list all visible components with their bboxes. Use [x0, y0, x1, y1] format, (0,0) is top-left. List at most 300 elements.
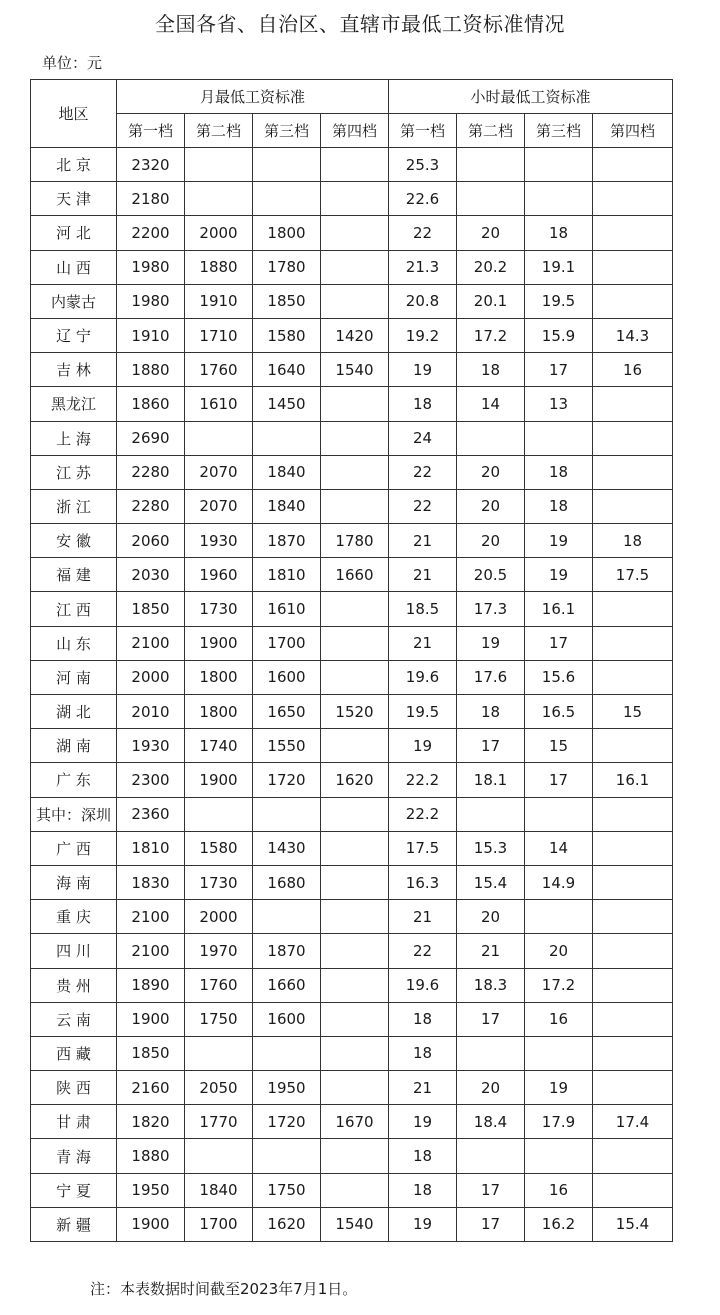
hourly-tier-1-cell: 22.2	[389, 797, 457, 831]
monthly-tier-4-cell	[321, 865, 389, 899]
hourly-tier-1-cell: 18.5	[389, 592, 457, 626]
table-body	[31, 148, 673, 1242]
monthly-tier-3-cell: 1600	[253, 660, 321, 694]
monthly-tier-3-cell: 1430	[253, 831, 321, 865]
hourly-tier-2-cell	[457, 421, 525, 455]
hourly-tier-1-cell: 21	[389, 1071, 457, 1105]
hourly-tier-2-cell: 17.3	[457, 592, 525, 626]
hourly-tier-3-cell: 19.1	[525, 250, 593, 284]
hourly-tier-3-cell: 15	[525, 729, 593, 763]
hourly-tier-1-cell: 18	[389, 1139, 457, 1173]
monthly-tier-4-cell: 1540	[321, 353, 389, 387]
monthly-tier-2-cell: 2000	[185, 900, 253, 934]
monthly-tier-2-cell: 1760	[185, 353, 253, 387]
monthly-tier-4-cell: 1620	[321, 763, 389, 797]
monthly-tier-1-cell: 2160	[117, 1071, 185, 1105]
hourly-tier-4-cell	[593, 865, 673, 899]
hourly-tier-4-cell: 15.4	[593, 1207, 673, 1241]
region-cell: 河 南	[31, 660, 117, 694]
monthly-tier-4-cell	[321, 421, 389, 455]
monthly-tier-3-cell: 1620	[253, 1207, 321, 1241]
region-cell: 湖 北	[31, 695, 117, 729]
table-row	[31, 284, 673, 318]
hourly-tier-4-cell	[593, 455, 673, 489]
hourly-tier-4-cell	[593, 1173, 673, 1207]
monthly-tier-4-cell	[321, 900, 389, 934]
monthly-header: 月最低工资标准	[117, 80, 389, 114]
monthly-tier-4-cell	[321, 489, 389, 523]
hourly-tier-4-cell	[593, 1139, 673, 1173]
monthly-tier-2-cell: 1930	[185, 524, 253, 558]
monthly-tier-4-cell	[321, 1173, 389, 1207]
monthly-tier-1-cell: 2030	[117, 558, 185, 592]
hourly-tier-1-cell: 21	[389, 558, 457, 592]
monthly-tier-1-cell: 1850	[117, 592, 185, 626]
hourly-tier-1-cell: 20.8	[389, 284, 457, 318]
hourly-tier-2-cell	[457, 1036, 525, 1070]
monthly-tier-2-cell	[185, 182, 253, 216]
monthly-tier-4-cell: 1780	[321, 524, 389, 558]
hourly-tier-1-cell: 19	[389, 729, 457, 763]
region-cell: 上 海	[31, 421, 117, 455]
table-row	[31, 1105, 673, 1139]
table-row	[31, 250, 673, 284]
hourly-tier-4-cell	[593, 831, 673, 865]
region-cell: 广 东	[31, 763, 117, 797]
page-title: 全国各省、自治区、直辖市最低工资标准情况	[155, 12, 565, 36]
monthly-tier-3-cell	[253, 1036, 321, 1070]
monthly-tier-4-cell	[321, 831, 389, 865]
table-row	[31, 660, 673, 694]
table-row	[31, 353, 673, 387]
table-row	[31, 387, 673, 421]
hourly-tier-4-cell: 14.3	[593, 318, 673, 352]
monthly-tier-1-header: 第一档	[117, 114, 185, 148]
region-cell: 重 庆	[31, 900, 117, 934]
hourly-tier-3-cell	[525, 1036, 593, 1070]
hourly-tier-3-cell: 14.9	[525, 865, 593, 899]
hourly-tier-2-cell: 18	[457, 695, 525, 729]
region-cell: 新 疆	[31, 1207, 117, 1241]
monthly-tier-2-cell: 1900	[185, 626, 253, 660]
monthly-tier-4-cell: 1660	[321, 558, 389, 592]
hourly-tier-3-cell	[525, 148, 593, 182]
monthly-tier-1-cell: 2100	[117, 934, 185, 968]
hourly-tier-3-cell: 14	[525, 831, 593, 865]
hourly-tier-4-header: 第四档	[593, 114, 673, 148]
monthly-tier-1-cell: 2280	[117, 455, 185, 489]
region-cell: 海 南	[31, 865, 117, 899]
region-cell: 四 川	[31, 934, 117, 968]
monthly-tier-3-cell: 1840	[253, 455, 321, 489]
monthly-tier-4-cell	[321, 455, 389, 489]
monthly-tier-3-cell: 1550	[253, 729, 321, 763]
monthly-tier-2-cell: 1610	[185, 387, 253, 421]
hourly-tier-1-cell: 22.6	[389, 182, 457, 216]
table-row	[31, 695, 673, 729]
monthly-tier-3-cell	[253, 148, 321, 182]
monthly-tier-1-cell: 1860	[117, 387, 185, 421]
monthly-tier-4-cell	[321, 284, 389, 318]
region-cell: 湖 南	[31, 729, 117, 763]
hourly-header: 小时最低工资标准	[389, 80, 673, 114]
hourly-tier-3-cell: 16.5	[525, 695, 593, 729]
region-cell: 河 北	[31, 216, 117, 250]
monthly-tier-4-cell	[321, 626, 389, 660]
monthly-tier-1-cell: 1980	[117, 284, 185, 318]
hourly-tier-1-cell: 19.5	[389, 695, 457, 729]
region-cell: 安 徽	[31, 524, 117, 558]
monthly-tier-1-cell: 1880	[117, 353, 185, 387]
table-row	[31, 1207, 673, 1241]
monthly-tier-4-cell	[321, 250, 389, 284]
hourly-tier-3-cell: 19	[525, 558, 593, 592]
table-row	[31, 148, 673, 182]
hourly-tier-2-cell: 17	[457, 1207, 525, 1241]
monthly-tier-2-cell	[185, 797, 253, 831]
monthly-tier-4-cell	[321, 797, 389, 831]
monthly-tier-2-cell: 1700	[185, 1207, 253, 1241]
region-header: 地区	[31, 80, 117, 148]
hourly-tier-3-cell	[525, 182, 593, 216]
hourly-tier-2-cell: 21	[457, 934, 525, 968]
monthly-tier-3-cell: 1750	[253, 1173, 321, 1207]
monthly-tier-3-cell: 1610	[253, 592, 321, 626]
hourly-tier-3-cell: 19	[525, 524, 593, 558]
hourly-tier-4-cell	[593, 421, 673, 455]
header-row-tiers	[31, 114, 673, 148]
hourly-tier-1-cell: 22	[389, 455, 457, 489]
hourly-tier-3-cell	[525, 900, 593, 934]
monthly-tier-3-cell: 1650	[253, 695, 321, 729]
monthly-tier-1-cell: 2320	[117, 148, 185, 182]
hourly-tier-2-cell: 20	[457, 455, 525, 489]
hourly-tier-3-cell: 16.2	[525, 1207, 593, 1241]
hourly-tier-3-cell: 16.1	[525, 592, 593, 626]
hourly-tier-3-cell: 17.2	[525, 968, 593, 1002]
hourly-tier-3-cell: 19.5	[525, 284, 593, 318]
region-cell: 甘 肃	[31, 1105, 117, 1139]
region-cell: 云 南	[31, 1002, 117, 1036]
hourly-tier-3-cell: 15.6	[525, 660, 593, 694]
monthly-tier-1-cell: 2100	[117, 626, 185, 660]
monthly-tier-1-cell: 2200	[117, 216, 185, 250]
monthly-tier-4-cell	[321, 592, 389, 626]
hourly-tier-3-cell	[525, 1139, 593, 1173]
region-cell: 辽 宁	[31, 318, 117, 352]
hourly-tier-2-cell: 17.6	[457, 660, 525, 694]
hourly-tier-4-cell	[593, 284, 673, 318]
header-row-groups	[31, 80, 673, 114]
hourly-tier-3-cell: 18	[525, 489, 593, 523]
hourly-tier-3-cell: 17	[525, 626, 593, 660]
hourly-tier-2-cell	[457, 1139, 525, 1173]
table-row	[31, 489, 673, 523]
hourly-tier-1-cell: 19	[389, 1207, 457, 1241]
hourly-tier-3-cell: 15.9	[525, 318, 593, 352]
hourly-tier-3-cell: 17	[525, 763, 593, 797]
monthly-tier-4-cell	[321, 182, 389, 216]
region-cell: 福 建	[31, 558, 117, 592]
monthly-tier-2-cell: 1960	[185, 558, 253, 592]
hourly-tier-2-cell: 17.2	[457, 318, 525, 352]
hourly-tier-1-cell: 19.6	[389, 660, 457, 694]
table-row	[31, 1139, 673, 1173]
hourly-tier-3-cell	[525, 421, 593, 455]
monthly-tier-1-cell: 1880	[117, 1139, 185, 1173]
monthly-tier-2-cell: 1770	[185, 1105, 253, 1139]
hourly-tier-4-cell: 15	[593, 695, 673, 729]
table-row	[31, 831, 673, 865]
monthly-tier-3-cell	[253, 421, 321, 455]
region-cell: 陕 西	[31, 1071, 117, 1105]
monthly-tier-1-cell: 2280	[117, 489, 185, 523]
region-cell: 黑龙江	[31, 387, 117, 421]
hourly-tier-3-header: 第三档	[525, 114, 593, 148]
monthly-tier-3-cell: 1600	[253, 1002, 321, 1036]
hourly-tier-1-cell: 24	[389, 421, 457, 455]
monthly-tier-4-cell: 1520	[321, 695, 389, 729]
hourly-tier-1-cell: 16.3	[389, 865, 457, 899]
table-row	[31, 1071, 673, 1105]
hourly-tier-2-header: 第二档	[457, 114, 525, 148]
hourly-tier-4-cell: 16	[593, 353, 673, 387]
table-row	[31, 763, 673, 797]
hourly-tier-1-cell: 18	[389, 1036, 457, 1070]
table-row	[31, 592, 673, 626]
hourly-tier-4-cell	[593, 934, 673, 968]
monthly-tier-4-cell	[321, 934, 389, 968]
hourly-tier-4-cell	[593, 250, 673, 284]
hourly-tier-3-cell: 18	[525, 216, 593, 250]
hourly-tier-4-cell	[593, 489, 673, 523]
table-row	[31, 865, 673, 899]
monthly-tier-4-cell	[321, 1071, 389, 1105]
hourly-tier-4-cell	[593, 797, 673, 831]
region-cell: 江 苏	[31, 455, 117, 489]
monthly-tier-3-cell: 1450	[253, 387, 321, 421]
hourly-tier-2-cell: 17	[457, 1173, 525, 1207]
monthly-tier-4-cell	[321, 216, 389, 250]
hourly-tier-1-cell: 21	[389, 626, 457, 660]
monthly-tier-2-cell: 1750	[185, 1002, 253, 1036]
hourly-tier-4-cell	[593, 626, 673, 660]
hourly-tier-3-cell: 18	[525, 455, 593, 489]
table-row	[31, 558, 673, 592]
table-row	[31, 626, 673, 660]
footnote: 注：本表数据时间截至2023年7月1日。	[90, 1280, 358, 1298]
monthly-tier-1-cell: 2100	[117, 900, 185, 934]
hourly-tier-1-cell: 19	[389, 353, 457, 387]
monthly-tier-1-cell: 1950	[117, 1173, 185, 1207]
monthly-tier-3-header: 第三档	[253, 114, 321, 148]
hourly-tier-2-cell: 20.2	[457, 250, 525, 284]
monthly-tier-4-cell	[321, 1139, 389, 1173]
monthly-tier-3-cell	[253, 797, 321, 831]
region-cell: 北 京	[31, 148, 117, 182]
monthly-tier-1-cell: 1890	[117, 968, 185, 1002]
monthly-tier-1-cell: 2690	[117, 421, 185, 455]
table-row	[31, 797, 673, 831]
hourly-tier-4-cell: 18	[593, 524, 673, 558]
monthly-tier-1-cell: 1900	[117, 1207, 185, 1241]
hourly-tier-3-cell	[525, 797, 593, 831]
hourly-tier-2-cell: 18.1	[457, 763, 525, 797]
monthly-tier-2-cell: 1970	[185, 934, 253, 968]
hourly-tier-1-cell: 22	[389, 216, 457, 250]
region-cell: 天 津	[31, 182, 117, 216]
region-cell: 其中：深圳	[31, 797, 117, 831]
unit-label: 单位：元	[42, 54, 103, 72]
monthly-tier-3-cell	[253, 182, 321, 216]
hourly-tier-4-cell	[593, 216, 673, 250]
monthly-tier-2-cell: 1800	[185, 695, 253, 729]
hourly-tier-1-cell: 19.2	[389, 318, 457, 352]
hourly-tier-1-cell: 21.3	[389, 250, 457, 284]
monthly-tier-4-cell	[321, 1002, 389, 1036]
monthly-tier-2-cell	[185, 148, 253, 182]
monthly-tier-3-cell	[253, 1139, 321, 1173]
monthly-tier-2-cell	[185, 1036, 253, 1070]
hourly-tier-4-cell	[593, 660, 673, 694]
hourly-tier-1-cell: 19	[389, 1105, 457, 1139]
monthly-tier-2-cell: 1840	[185, 1173, 253, 1207]
hourly-tier-2-cell: 20.1	[457, 284, 525, 318]
hourly-tier-2-cell: 18	[457, 353, 525, 387]
monthly-tier-2-cell: 2070	[185, 455, 253, 489]
hourly-tier-3-cell: 17.9	[525, 1105, 593, 1139]
monthly-tier-3-cell: 1700	[253, 626, 321, 660]
monthly-tier-3-cell: 1640	[253, 353, 321, 387]
monthly-tier-3-cell: 1720	[253, 763, 321, 797]
hourly-tier-1-cell: 17.5	[389, 831, 457, 865]
monthly-tier-2-cell: 1710	[185, 318, 253, 352]
table-row	[31, 900, 673, 934]
monthly-tier-1-cell: 2000	[117, 660, 185, 694]
monthly-tier-3-cell: 1850	[253, 284, 321, 318]
minimum-wage-table	[30, 79, 673, 1242]
hourly-tier-3-cell: 16	[525, 1173, 593, 1207]
monthly-tier-1-cell: 1810	[117, 831, 185, 865]
monthly-tier-4-cell: 1420	[321, 318, 389, 352]
region-cell: 内蒙古	[31, 284, 117, 318]
monthly-tier-1-cell: 1830	[117, 865, 185, 899]
table-row	[31, 182, 673, 216]
hourly-tier-2-cell: 20	[457, 489, 525, 523]
monthly-tier-1-cell: 1930	[117, 729, 185, 763]
monthly-tier-3-cell: 1810	[253, 558, 321, 592]
table-row	[31, 1036, 673, 1070]
hourly-tier-2-cell: 20	[457, 1071, 525, 1105]
hourly-tier-3-cell: 20	[525, 934, 593, 968]
table-row	[31, 421, 673, 455]
monthly-tier-1-cell: 2180	[117, 182, 185, 216]
hourly-tier-4-cell	[593, 900, 673, 934]
hourly-tier-1-cell: 18	[389, 387, 457, 421]
monthly-tier-4-header: 第四档	[321, 114, 389, 148]
region-cell: 宁 夏	[31, 1173, 117, 1207]
region-cell: 西 藏	[31, 1036, 117, 1070]
monthly-tier-3-cell: 1580	[253, 318, 321, 352]
hourly-tier-2-cell: 14	[457, 387, 525, 421]
region-cell: 江 西	[31, 592, 117, 626]
hourly-tier-4-cell	[593, 968, 673, 1002]
hourly-tier-4-cell	[593, 387, 673, 421]
hourly-tier-4-cell	[593, 592, 673, 626]
hourly-tier-2-cell: 18.3	[457, 968, 525, 1002]
table-row	[31, 1002, 673, 1036]
hourly-tier-3-cell: 19	[525, 1071, 593, 1105]
monthly-tier-2-cell: 2050	[185, 1071, 253, 1105]
monthly-tier-1-cell: 2360	[117, 797, 185, 831]
monthly-tier-4-cell	[321, 1036, 389, 1070]
monthly-tier-3-cell: 1780	[253, 250, 321, 284]
hourly-tier-3-cell: 16	[525, 1002, 593, 1036]
hourly-tier-1-cell: 18	[389, 1173, 457, 1207]
region-cell: 浙 江	[31, 489, 117, 523]
monthly-tier-1-cell: 1980	[117, 250, 185, 284]
table-row	[31, 318, 673, 352]
monthly-tier-4-cell	[321, 660, 389, 694]
hourly-tier-4-cell: 17.5	[593, 558, 673, 592]
hourly-tier-2-cell: 17	[457, 1002, 525, 1036]
table-row	[31, 216, 673, 250]
hourly-tier-4-cell	[593, 182, 673, 216]
hourly-tier-1-cell: 22.2	[389, 763, 457, 797]
hourly-tier-2-cell: 15.3	[457, 831, 525, 865]
hourly-tier-2-cell	[457, 148, 525, 182]
hourly-tier-3-cell: 13	[525, 387, 593, 421]
monthly-tier-3-cell	[253, 900, 321, 934]
monthly-tier-2-header: 第二档	[185, 114, 253, 148]
hourly-tier-4-cell	[593, 148, 673, 182]
region-cell: 吉 林	[31, 353, 117, 387]
hourly-tier-4-cell	[593, 1071, 673, 1105]
hourly-tier-1-cell: 21	[389, 524, 457, 558]
table-row	[31, 455, 673, 489]
monthly-tier-3-cell: 1840	[253, 489, 321, 523]
monthly-tier-3-cell: 1660	[253, 968, 321, 1002]
monthly-tier-3-cell: 1870	[253, 524, 321, 558]
hourly-tier-1-cell: 19.6	[389, 968, 457, 1002]
region-cell: 广 西	[31, 831, 117, 865]
region-cell: 山 西	[31, 250, 117, 284]
monthly-tier-3-cell: 1950	[253, 1071, 321, 1105]
hourly-tier-4-cell	[593, 729, 673, 763]
hourly-tier-2-cell: 20.5	[457, 558, 525, 592]
hourly-tier-2-cell: 15.4	[457, 865, 525, 899]
monthly-tier-2-cell: 2070	[185, 489, 253, 523]
hourly-tier-4-cell	[593, 1002, 673, 1036]
hourly-tier-1-cell: 22	[389, 489, 457, 523]
table-row	[31, 524, 673, 558]
monthly-tier-2-cell: 2000	[185, 216, 253, 250]
monthly-tier-4-cell	[321, 729, 389, 763]
hourly-tier-2-cell: 19	[457, 626, 525, 660]
monthly-tier-2-cell: 1880	[185, 250, 253, 284]
monthly-tier-2-cell: 1760	[185, 968, 253, 1002]
region-cell: 贵 州	[31, 968, 117, 1002]
monthly-tier-2-cell	[185, 1139, 253, 1173]
monthly-tier-1-cell: 1900	[117, 1002, 185, 1036]
monthly-tier-4-cell	[321, 387, 389, 421]
hourly-tier-1-cell: 21	[389, 900, 457, 934]
monthly-tier-2-cell: 1910	[185, 284, 253, 318]
monthly-tier-1-cell: 1850	[117, 1036, 185, 1070]
monthly-tier-4-cell: 1670	[321, 1105, 389, 1139]
region-cell: 山 东	[31, 626, 117, 660]
hourly-tier-1-cell: 18	[389, 1002, 457, 1036]
